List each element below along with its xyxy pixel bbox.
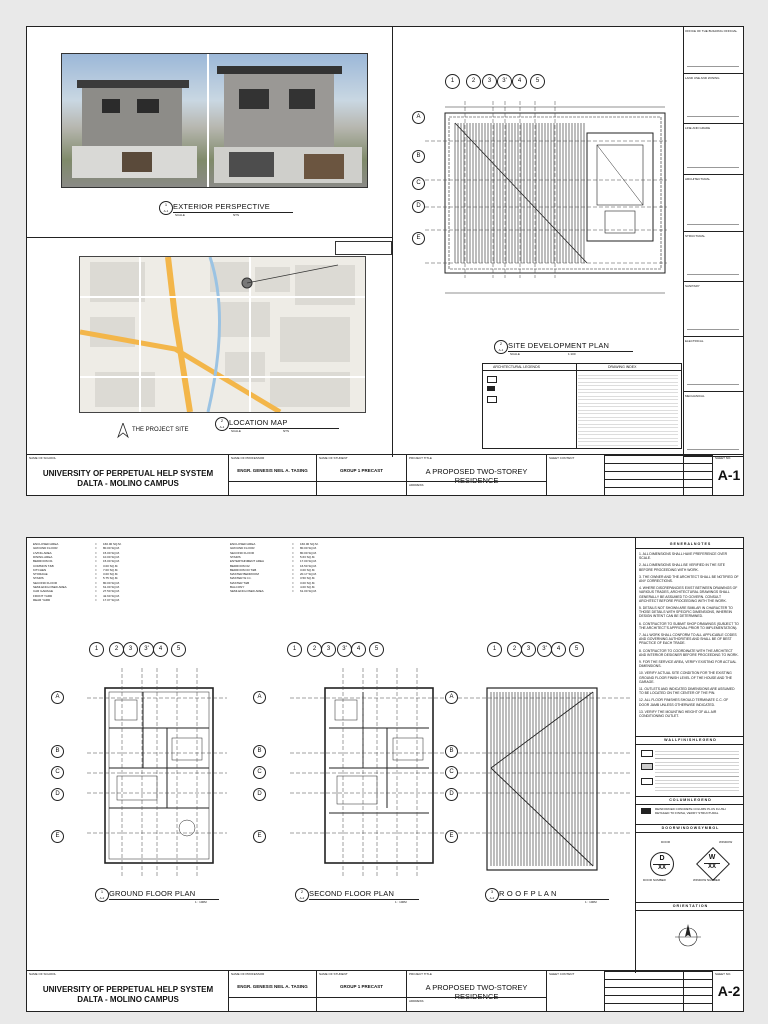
exterior-caption xyxy=(159,201,299,219)
professor-name: ENGR. GENESIS NEIL A. TASING xyxy=(237,468,308,473)
grid-number-bubble: 5 xyxy=(530,74,545,89)
plan-caption xyxy=(485,888,615,906)
window-symbol: WINDOW W XX WINDOW NUMBER xyxy=(693,840,733,882)
location-title: LOCATION MAP xyxy=(229,418,288,427)
approval-box xyxy=(683,232,743,282)
grid-number-bubble: 5 xyxy=(171,642,186,657)
area-equals: = xyxy=(292,563,294,568)
approval-box xyxy=(683,337,743,392)
caption-number: 1 xyxy=(164,202,168,207)
grid-number-bubble: 2 xyxy=(507,642,522,657)
project-title-cell xyxy=(407,455,547,495)
grid-letter-bubble: B xyxy=(253,745,266,758)
general-note: 13. VERIFY THE MOUNTING HEIGHT OF ALL AIR CONDITIONING OUTLET. xyxy=(639,709,717,719)
grid-number-bubble: 5 xyxy=(569,642,584,657)
area-label: SECOND FLOOR xyxy=(230,550,255,555)
area-label: SEMI-ENCLOSED AREA xyxy=(33,585,67,589)
area-value: 17.00 SQ.M. xyxy=(300,559,317,564)
caption-ref: A-1 xyxy=(163,209,169,213)
signature-line xyxy=(687,66,739,67)
grid-number-bubble: 4 xyxy=(512,74,527,89)
grid-number-bubble: 3 xyxy=(482,74,497,89)
grid-number-bubble: 4 xyxy=(351,642,366,657)
legend-swatch xyxy=(487,386,495,391)
area-label: CAR GARAGE xyxy=(33,589,54,594)
revision-row xyxy=(605,979,713,980)
area-label: STORAGE xyxy=(33,572,48,577)
legend-index-table xyxy=(482,363,682,449)
site-caption: 2 A-1 SITE DEVELOPMENT PLAN SCALE 1:100 xyxy=(494,340,634,358)
exterior-render-image xyxy=(61,53,368,188)
area-equals: = xyxy=(95,559,97,564)
render-left xyxy=(62,54,209,187)
plan-title: R O O F P L A N xyxy=(499,889,557,898)
project-title: A PROPOSED TWO-STOREY RESIDENCE xyxy=(425,983,528,1001)
address-rule xyxy=(407,481,547,482)
school-name-cell xyxy=(27,455,229,495)
notes-column xyxy=(635,538,745,973)
area-value: 3.00 SQ.M. xyxy=(300,580,316,585)
area-label: GROUND FLOOR xyxy=(33,546,58,551)
grid-number-bubble: 3 xyxy=(521,642,536,657)
approval-box xyxy=(683,392,743,457)
caption-bubble xyxy=(95,888,109,902)
area-value: 27.50 SQ.M. xyxy=(103,589,120,594)
caption-number: 1 xyxy=(100,889,104,894)
grid-number-bubble: 1 xyxy=(487,642,502,657)
general-note: 5. DETAILS NOT SHOWN ARE SIMILAR IN CHARACTER TO THOSE DETAILS WITH SPECIFIC DIMENSIONS, WHEREIN DESIGN INTENT CAN BE DETERMINED. xyxy=(639,606,733,619)
grid-number-bubble: 3' xyxy=(537,642,552,657)
plan-title: GROUND FLOOR PLAN xyxy=(109,889,196,898)
area-value: 80.00 SQ.M. xyxy=(300,550,317,555)
area-value: 160.00 SQ.M. xyxy=(300,542,319,546)
approval-box xyxy=(683,124,743,175)
revision-row xyxy=(605,487,713,488)
professor-name: ENGR. GENESIS NEIL A. TASING xyxy=(237,984,308,989)
grid-letter-bubble: E xyxy=(412,232,425,245)
grid-letter-bubble: B xyxy=(445,745,458,758)
wall-swatch xyxy=(641,778,653,785)
title-block xyxy=(27,970,743,1011)
grid-number-bubble: 4 xyxy=(153,642,168,657)
grid-letter-bubble: A xyxy=(253,691,266,704)
area-label: MASTER W.I.C. xyxy=(230,576,252,581)
area-value: 7.00 SQ.M. xyxy=(103,567,119,572)
area-label: STAIRS xyxy=(230,554,241,559)
school-name: UNIVERSITY OF PERPETUAL HELP SYSTEM DALTA - MOLINO CAMPUS xyxy=(42,469,214,488)
sheet-a1 xyxy=(26,26,744,496)
revision-divider xyxy=(683,971,684,1011)
area-label: BEDROOM 02 xyxy=(230,563,250,568)
area-value: 3.00 SQ.M. xyxy=(300,567,316,572)
area-value: 5.63 SQ.M. xyxy=(300,554,316,559)
revision-row xyxy=(605,1003,713,1004)
caption-ref: A-2 xyxy=(299,896,305,900)
caption-bubble xyxy=(485,888,499,902)
revision-row xyxy=(605,987,713,988)
caption-number: 2 xyxy=(300,889,304,894)
revision-block-cell xyxy=(605,971,713,1011)
location-map xyxy=(79,256,366,413)
grid-letter-bubble: C xyxy=(51,766,64,779)
grid-number-bubble: 3' xyxy=(139,642,154,657)
area-value: 80.00 SQ.M. xyxy=(103,546,120,551)
grid-letter-bubble: C xyxy=(445,766,458,779)
render-right xyxy=(209,54,367,187)
area-label: FRONT YARD xyxy=(33,593,53,598)
area-label: GROUND FLOOR xyxy=(230,546,255,551)
approval-box xyxy=(683,27,743,74)
grid-letter-bubble: D xyxy=(253,788,266,801)
area-value: 15.00 SQ.M. xyxy=(103,559,120,564)
approval-box xyxy=(683,175,743,232)
sheet-content-cell xyxy=(547,971,605,1011)
north-arrow-icon xyxy=(116,423,130,439)
grid-number-bubble: 2 xyxy=(466,74,481,89)
grid-number-bubble: 1 xyxy=(445,74,460,89)
location-caption: 2 A-1 LOCATION MAP SCALE NTS xyxy=(215,417,345,435)
grid-letter-bubble: A xyxy=(51,691,64,704)
map-graphic xyxy=(80,257,365,412)
area-label: SEMI-ENCLOSED AREA xyxy=(230,589,264,594)
area-value: 16.50 SQ.M. xyxy=(300,563,317,568)
professor-name-cell xyxy=(229,971,317,1011)
revision-row xyxy=(605,463,713,464)
area-row xyxy=(33,598,183,602)
door-window-title: D O O R W I N D O W S Y M B O L xyxy=(661,826,719,830)
sheet-a2 xyxy=(26,537,744,1012)
general-notes-title: G E N E R A L N O T E S xyxy=(669,542,711,546)
school-name-label: NAME OF SCHOOL xyxy=(29,456,57,460)
approval-label: LAND USE AND ZONING xyxy=(685,76,720,80)
site-title: SITE DEVELOPMENT PLAN xyxy=(508,341,610,350)
sheet-number-cell xyxy=(713,455,745,495)
project-title-label: PROJECT TITLE xyxy=(409,456,432,460)
column-legend-text: REINFORCED CONCRETE COLUMN PLUS FLUSH DETAILED TO FINISH, VERIFY STRUCTURAL xyxy=(655,807,726,815)
general-notes xyxy=(639,552,739,721)
general-note: 2. ALL DIMENSIONS SHALL BE VERIFIED IN THE SITE BEFORE PROCEEDING WITH WORK. xyxy=(639,563,725,572)
grid-letter-bubble: E xyxy=(445,830,458,843)
signature-line xyxy=(687,116,739,117)
legend-swatch xyxy=(487,396,497,403)
general-note: 7. ALL WORK SHALL CONFORM TO ALL APPLICABLE CODES AND GOVERNING AUTHORITIES AND SHALL BE OF BEST PRACTICE OF EACH TRADE. xyxy=(639,633,737,646)
professor-name-label: NAME OF PROFESSOR xyxy=(231,972,265,976)
map-callout xyxy=(335,241,392,255)
area-label: ENTERTAINMENT AREA xyxy=(230,559,265,564)
area-equals: = xyxy=(292,589,294,594)
wall-legend-title: W A L L F I N I S H L E G E N D xyxy=(664,738,716,742)
caption-ref: A-2 xyxy=(99,896,105,900)
sheet-number: A-2 xyxy=(717,983,741,999)
area-value: 20.17 SQ.M. xyxy=(300,572,317,577)
area-equals: = xyxy=(95,550,97,555)
grid-number-bubble: 3' xyxy=(337,642,352,657)
divider xyxy=(27,237,392,238)
area-value: 3.00 SQ.M. xyxy=(103,563,119,568)
revision-block-cell xyxy=(605,455,713,495)
area-label: LIVING AREA xyxy=(33,550,52,555)
area-value: 5.75 SQ.M. xyxy=(103,576,119,581)
area-equals: = xyxy=(292,550,294,555)
area-equals: = xyxy=(95,567,97,572)
grid-letter-bubble: C xyxy=(253,766,266,779)
area-equals: = xyxy=(95,585,97,589)
address-label: ADDRESS xyxy=(409,483,424,487)
caption-number: 3 xyxy=(490,889,494,894)
grid-letter-bubble: A xyxy=(445,691,458,704)
sheet-content-label: SHEET CONTENT xyxy=(549,456,575,460)
area-equals: = xyxy=(95,542,97,546)
school-name: UNIVERSITY OF PERPETUAL HELP SYSTEM DALTA - MOLINO CAMPUS xyxy=(42,985,214,1004)
grid-number-bubble: 4 xyxy=(551,642,566,657)
title-block xyxy=(27,454,743,495)
approval-label: ARCHITECTURAL xyxy=(685,177,711,181)
grid-number-bubble: 3 xyxy=(123,642,138,657)
approval-label: MECHANICAL xyxy=(685,394,705,398)
project-title: A PROPOSED TWO-STOREY RESIDENCE xyxy=(425,467,528,485)
professor-name-cell xyxy=(229,455,317,495)
area-equals: = xyxy=(95,589,97,594)
caption-bubble xyxy=(159,201,173,215)
signature-line xyxy=(687,167,739,168)
area-value: 3.50 SQ.M. xyxy=(300,576,316,581)
signature-line xyxy=(687,329,739,330)
grid-number-bubble: 2 xyxy=(307,642,322,657)
grid-letter-bubble: E xyxy=(51,830,64,843)
area-value: 160.00 SQ.M. xyxy=(103,542,122,546)
grid-letter-bubble: D xyxy=(412,200,425,213)
area-value: 61.00 SQ.M. xyxy=(300,589,317,594)
door-circle: D XX xyxy=(650,852,674,876)
signature-line xyxy=(687,384,739,385)
project-title-cell xyxy=(407,971,547,1011)
plan-scale: 1 : 100M xyxy=(395,900,407,904)
area-equals: = xyxy=(292,546,294,551)
sheet-content-label: SHEET CONTENT xyxy=(549,972,575,976)
plan-caption xyxy=(295,888,425,906)
area-value: 15.00 SQ.M. xyxy=(103,550,120,555)
area-equals: = xyxy=(95,576,97,581)
signature-line xyxy=(687,274,739,275)
revision-row xyxy=(605,995,713,996)
rule xyxy=(317,481,407,482)
professor-name-label: NAME OF PROFESSOR xyxy=(231,456,265,460)
group-name: GROUP 1 PRECAST xyxy=(340,984,383,989)
area-equals: = xyxy=(292,585,294,589)
area-equals: = xyxy=(95,554,97,559)
area-label: STAIRS xyxy=(33,576,44,581)
compass-icon xyxy=(673,922,703,952)
grid-number-bubble: 2 xyxy=(109,642,124,657)
wall-swatch xyxy=(641,750,653,757)
grid-letter-bubble: A xyxy=(412,111,425,124)
group-name-cell xyxy=(317,971,407,1011)
area-value: 4.00 SQ.M. xyxy=(300,585,316,589)
plan-title: SECOND FLOOR PLAN xyxy=(309,889,395,898)
area-equals: = xyxy=(95,563,97,568)
group-name-cell xyxy=(317,455,407,495)
area-label: BEDROOM 03 T&B xyxy=(230,567,257,572)
wall-legend-text xyxy=(655,748,739,792)
grid-number-bubble: 5 xyxy=(369,642,384,657)
area-label: BEDROOM 01 xyxy=(33,559,53,564)
grid-number-bubble: 3' xyxy=(497,74,512,89)
plan-scale: 1 : 100M xyxy=(585,900,597,904)
project-title-label: PROJECT TITLE xyxy=(409,972,432,976)
address-rule xyxy=(407,997,547,998)
sheet-number-cell xyxy=(713,971,745,1011)
rule xyxy=(229,997,317,998)
scale-label: SCALE xyxy=(175,213,185,217)
school-name-label: NAME OF SCHOOL xyxy=(29,972,57,976)
general-note: 4. WHERE DISCREPANCIES EXIST BETWEEN DRAWINGS OF VARIOUS TRADES, ARCHITECTURAL DRAWINGS SHALL GENERALLY BE ASSUMED TO GOVERN. CONSULT ARCHITECT BEFORE PROCEEDING WITH THE WORK. xyxy=(639,586,738,603)
approval-box xyxy=(683,74,743,124)
group-name-label: NAME OF STUDENT xyxy=(319,972,348,976)
area-value: 3.00 SQ.M. xyxy=(103,572,119,577)
general-note: 12. ALL FLOOR FINISHES SHOULD TERMINATE C.C. OF DOOR JAMB UNLESS OTHERWISE INDICATED. xyxy=(639,698,729,707)
divider xyxy=(392,27,393,457)
grid-letter-bubble: B xyxy=(51,745,64,758)
door-symbol: DOOR D XX DOOR NUMBER xyxy=(647,846,677,886)
grid-number-bubble: 3 xyxy=(321,642,336,657)
grid-number-bubble: 1 xyxy=(89,642,104,657)
area-equals: = xyxy=(292,554,294,559)
signature-line xyxy=(687,449,739,450)
area-label: MASTER T&B xyxy=(230,580,250,585)
column-legend-title: C O L U M N L E G E N D xyxy=(669,798,711,802)
sheet-content-cell xyxy=(547,455,605,495)
grid-letter-bubble: D xyxy=(51,788,64,801)
orientation-title: O R I E N T A T I O N xyxy=(672,904,708,908)
area-value: 80.00 SQ.M. xyxy=(300,546,317,551)
grid-letter-bubble: C xyxy=(412,177,425,190)
area-row xyxy=(230,589,380,593)
legend-swatch xyxy=(487,376,497,383)
area-equals: = xyxy=(292,572,294,577)
approval-label: SANITARY xyxy=(685,284,700,288)
sheet-number: A-1 xyxy=(717,467,741,483)
revision-row xyxy=(605,455,713,456)
area-value: 17.07 SQ.M. xyxy=(103,597,120,602)
area-equals: = xyxy=(95,546,97,551)
school-name-cell xyxy=(27,971,229,1011)
general-note: 11. OUTLETS AND INDICATED DIMENSIONS ARE ASSUMED TO BE LOCATED ON THE CENTER OF THE PIN. xyxy=(639,687,735,696)
project-site-label: THE PROJECT SITE xyxy=(116,423,216,439)
general-note: 3. THE OWNER AND THE ARCHITECT SHALL BE NOTIFIED OF ANY CORRECTIONS. xyxy=(639,574,739,584)
caption-bubble xyxy=(295,888,309,902)
area-equals: = xyxy=(292,580,294,585)
address-label: ADDRESS xyxy=(409,999,424,1003)
approval-label: OFFICE OF THE BUILDING OFFICIAL xyxy=(685,29,738,33)
approval-box xyxy=(683,282,743,337)
scale-value: NTS xyxy=(233,213,239,217)
area-equals: = xyxy=(95,593,97,598)
grid-letter-bubble: E xyxy=(253,830,266,843)
area-label: REAR YARD xyxy=(33,597,51,602)
general-note: 6. CONTRACTOR TO SUBMIT SHOP DRAWINGS (SUBJECT TO THE ARCHITECT'S APPROVAL PRIOR TO IMPLEMENTATION). xyxy=(639,621,739,630)
sheet-number-label: SHEET NO. xyxy=(715,456,732,460)
legend-title: ARCHITECTURAL LEGENDS xyxy=(493,365,540,369)
grid-letter-bubble: D xyxy=(445,788,458,801)
area-equals: = xyxy=(292,559,294,564)
revision-row xyxy=(605,971,713,972)
approval-label: STRUCTURAL xyxy=(685,234,706,238)
area-equals: = xyxy=(292,542,294,546)
revision-row xyxy=(605,471,713,472)
area-equals: = xyxy=(292,576,294,581)
area-label: DINING AREA xyxy=(33,554,53,559)
rule xyxy=(317,997,407,998)
grid-letter-bubble: B xyxy=(412,150,425,163)
general-note: 10. VERIFY ACTUAL SITE CONDITION FOR THE EXISTING GROUND FLOOR FINISH LEVEL OF THE HOUSE AND THE GARAGE. xyxy=(639,671,733,684)
general-note: 8. CONTRACTOR TO COORDINATE WITH THE ARCHITECT AND INTERIOR DESIGNER BEFORE PROCEEDING TO WORK. xyxy=(639,648,739,657)
signature-line xyxy=(687,224,739,225)
caption-ref: A-2 xyxy=(489,896,495,900)
plan-caption xyxy=(95,888,225,906)
approval-column xyxy=(683,27,743,457)
approval-label: ELECTRICAL xyxy=(685,339,704,343)
area-label: ENCLOSED AREA xyxy=(230,542,256,546)
revision-divider xyxy=(683,455,684,495)
area-value: 10.00 SQ.M. xyxy=(103,554,120,559)
area-equals: = xyxy=(95,597,97,602)
area-label: KITCHEN xyxy=(33,567,47,572)
area-label: BALCONY xyxy=(230,585,245,589)
area-label: MASTER BEDROOM xyxy=(230,572,259,577)
column-swatch xyxy=(641,808,651,814)
area-equals: = xyxy=(292,567,294,572)
area-equals: = xyxy=(95,580,97,585)
area-label: COMMON T&B xyxy=(33,563,54,568)
sheet-number-label: SHEET NO. xyxy=(715,972,732,976)
area-equals: = xyxy=(95,572,97,577)
general-note: 1. ALL DIMENSIONS SHALL HAVE PREFERENCE OVER SCALE. xyxy=(639,552,728,561)
group-name: GROUP 1 PRECAST xyxy=(340,468,383,473)
grid-number-bubble: 1 xyxy=(287,642,302,657)
wall-swatch xyxy=(641,763,653,770)
revision-row xyxy=(605,479,713,480)
area-value: 42.60 SQ.M. xyxy=(103,593,120,598)
plan-scale: 1 : 100M xyxy=(195,900,207,904)
area-value: 61.00 SQ.M. xyxy=(103,585,120,589)
area-value: 80.00 SQ.M. xyxy=(103,580,120,585)
area-label: SECOND FLOOR xyxy=(33,580,58,585)
area-label: ENCLOSED AREA xyxy=(33,542,59,546)
exterior-title: EXTERIOR PERSPECTIVE xyxy=(173,202,270,211)
index-title: DRAWING INDEX xyxy=(608,365,637,369)
group-name-label: NAME OF STUDENT xyxy=(319,456,348,460)
general-note: 9. FOR THE SERVICE AREA, VERIFY EXISTING FOR ACTUAL DIMENSIONS. xyxy=(639,660,737,669)
approval-label: LINE AND GRADE xyxy=(685,126,711,130)
index-rows xyxy=(578,372,678,448)
rule xyxy=(229,481,317,482)
